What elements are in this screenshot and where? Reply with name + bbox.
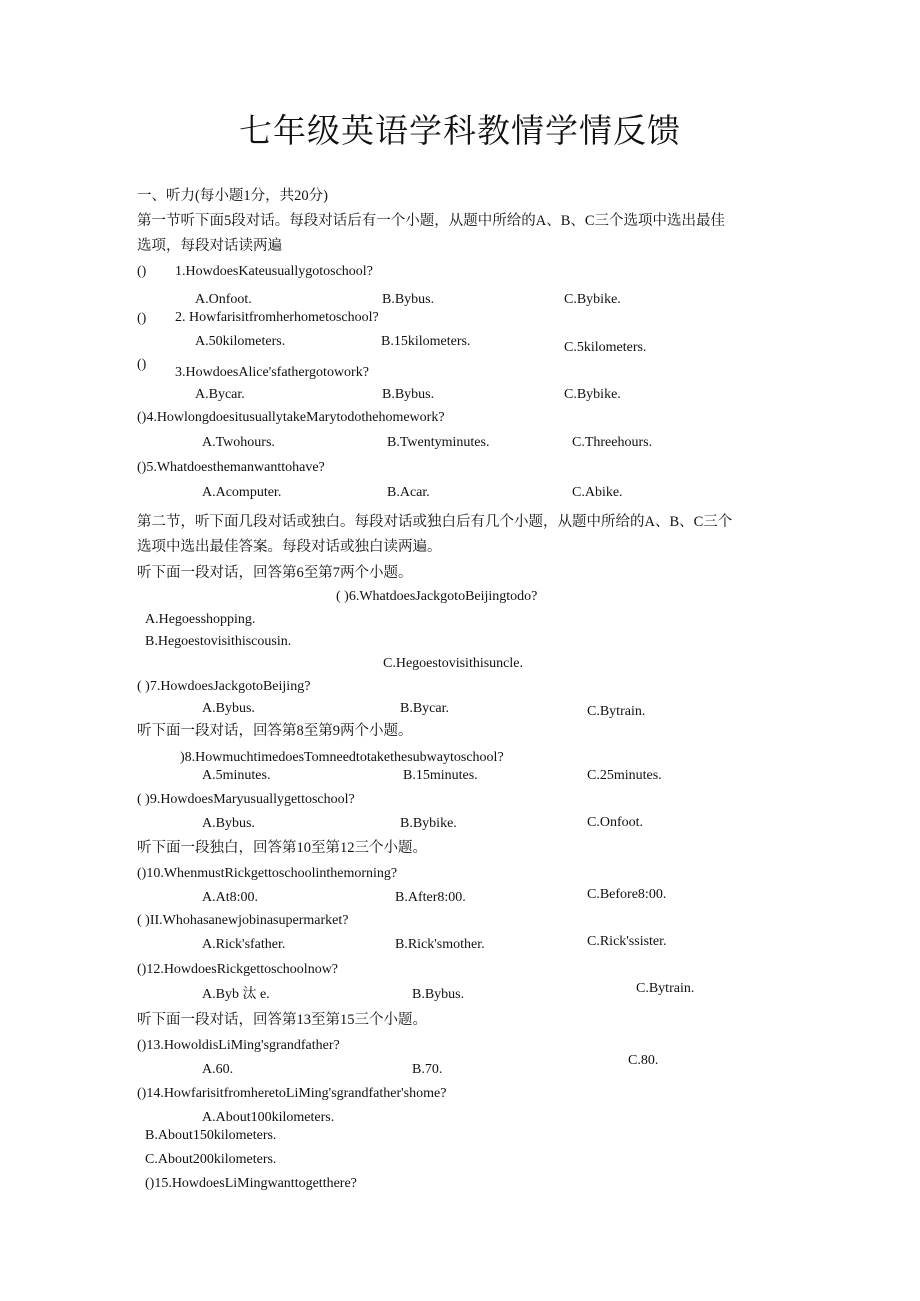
q6-option-c: C.Hegoestovisithisuncle. (383, 656, 523, 671)
q4-option-a: A.Twohours. (202, 435, 275, 450)
q11-option-b: B.Rick'smother. (395, 937, 485, 952)
part2-instruction-line2: 选项中选出最佳答案。每段对话或独白读两遍。 (137, 539, 442, 555)
q8-option-c: C.25minutes. (587, 768, 662, 783)
q8-option-b: B.15minutes. (403, 768, 478, 783)
q3-option-c: C.Bybike. (564, 387, 621, 402)
q2-option-b: B.15kilometers. (381, 334, 471, 349)
q13-option-c: C.80. (628, 1053, 659, 1068)
q12-option-c: C.Bytrain. (636, 981, 695, 996)
q2-option-a: A.50kilometers. (195, 334, 286, 349)
q10-option-a: A.At8:00. (202, 890, 258, 905)
answer-bracket: () (137, 357, 147, 372)
q5-option-b: B.Acar. (387, 485, 430, 500)
q5-option-c: C.Abike. (572, 485, 623, 500)
question-10: ()10.WhenmustRickgettoschoolinthemorning? (137, 866, 398, 881)
question-2: 2. Howfarisitfromherhometoschool? (175, 310, 379, 325)
question-3: 3.HowdoesAlice'sfathergotowork? (175, 365, 369, 380)
section-heading: 一、听力(每小题1分，共20分) (137, 188, 328, 204)
q13-option-a: A.60. (202, 1062, 234, 1077)
q9-option-a: A.Bybus. (202, 816, 255, 831)
question-15: ()15.HowdoesLiMingwanttogetthere? (145, 1176, 357, 1191)
answer-bracket: () (137, 311, 147, 326)
q6-option-b: B.Hegoestovisithiscousin. (145, 634, 292, 649)
question-6: ( )6.WhatdoesJackgotoBeijingtodo? (336, 589, 538, 604)
part2-instruction-line1: 第二节，听下面几段对话或独白。每段对话或独白后有几个小题，从题中所给的A、B、C三个 (137, 514, 733, 530)
dialogue-intro-6-7: 听下面一段对话，回答第6至第7两个小题。 (137, 565, 413, 581)
q6-option-a: A.Hegoesshopping. (145, 612, 256, 627)
answer-bracket: () (137, 264, 147, 279)
q12-option-b: B.Bybus. (412, 987, 465, 1002)
q1-option-b: B.Bybus. (382, 292, 435, 307)
q4-option-c: C.Threehours. (572, 435, 653, 450)
q9-option-c: C.Onfoot. (587, 815, 643, 830)
q8-option-a: A.5minutes. (202, 768, 271, 783)
q13-option-b: B.70. (412, 1062, 443, 1077)
q2-option-c: C.5kilometers. (564, 340, 647, 355)
part1-instruction-line1: 第一节听下面5段对话。每段对话后有一个小题，从题中所给的A、B、C三个选项中选出最佳 (137, 213, 726, 229)
q10-option-b: B.After8:00. (395, 890, 466, 905)
question-1: 1.HowdoesKateusuallygotoschool? (175, 264, 373, 279)
q1-option-a: A.Onfoot. (195, 292, 252, 307)
q14-option-c: C.About200kilometers. (145, 1152, 277, 1167)
question-4: ()4.HowlongdoesitusuallytakeMarytodothehomework? (137, 410, 445, 425)
q3-option-a: A.Bycar. (195, 387, 245, 402)
monologue-intro-10-12: 听下面一段独白，回答第10至第12三个小题。 (137, 840, 427, 856)
question-11: ( )II.Whohasanewjobinasupermarket? (137, 913, 349, 928)
question-8: )8.HowmuchtimedoesTomneedtotakethesubwaytoschool? (180, 750, 504, 765)
q10-option-c: C.Before8:00. (587, 887, 667, 902)
q1-option-c: C.Bybike. (564, 292, 621, 307)
q14-option-b: B.About150kilometers. (145, 1128, 277, 1143)
q7-option-c: C.Bytrain. (587, 704, 646, 719)
q9-option-b: B.Bybike. (400, 816, 457, 831)
q7-option-a: A.Bybus. (202, 701, 255, 716)
question-13: ()13.HowoldisLiMing'sgrandfather? (137, 1038, 340, 1053)
dialogue-intro-8-9: 听下面一段对话，回答第8至第9两个小题。 (137, 723, 413, 739)
question-14: ()14.HowfarisitfromheretoLiMing'sgrandfather'shome? (137, 1086, 447, 1101)
q5-option-a: A.Acomputer. (202, 485, 282, 500)
question-12: ()12.HowdoesRickgettoschoolnow? (137, 962, 339, 977)
question-9: ( )9.HowdoesMaryusuallygettoschool? (137, 792, 355, 807)
q11-option-c: C.Rick'ssister. (587, 934, 667, 949)
question-7: ( )7.HowdoesJackgotoBeijing? (137, 679, 311, 694)
q14-option-a: A.About100kilometers. (202, 1110, 335, 1125)
q4-option-b: B.Twentyminutes. (387, 435, 490, 450)
question-5: ()5.Whatdoesthemanwanttohave? (137, 460, 325, 475)
q3-option-b: B.Bybus. (382, 387, 435, 402)
q7-option-b: B.Bycar. (400, 701, 449, 716)
page-title: 七年级英语学科教情学情反馈 (239, 114, 681, 150)
part1-instruction-line2: 选项，每段对话读两遍 (137, 238, 282, 254)
dialogue-intro-13-15: 听下面一段对话，回答第13至第15三个小题。 (137, 1012, 427, 1028)
q12-option-a: A.Byb 汰 e. (202, 987, 270, 1002)
q11-option-a: A.Rick'sfather. (202, 937, 286, 952)
